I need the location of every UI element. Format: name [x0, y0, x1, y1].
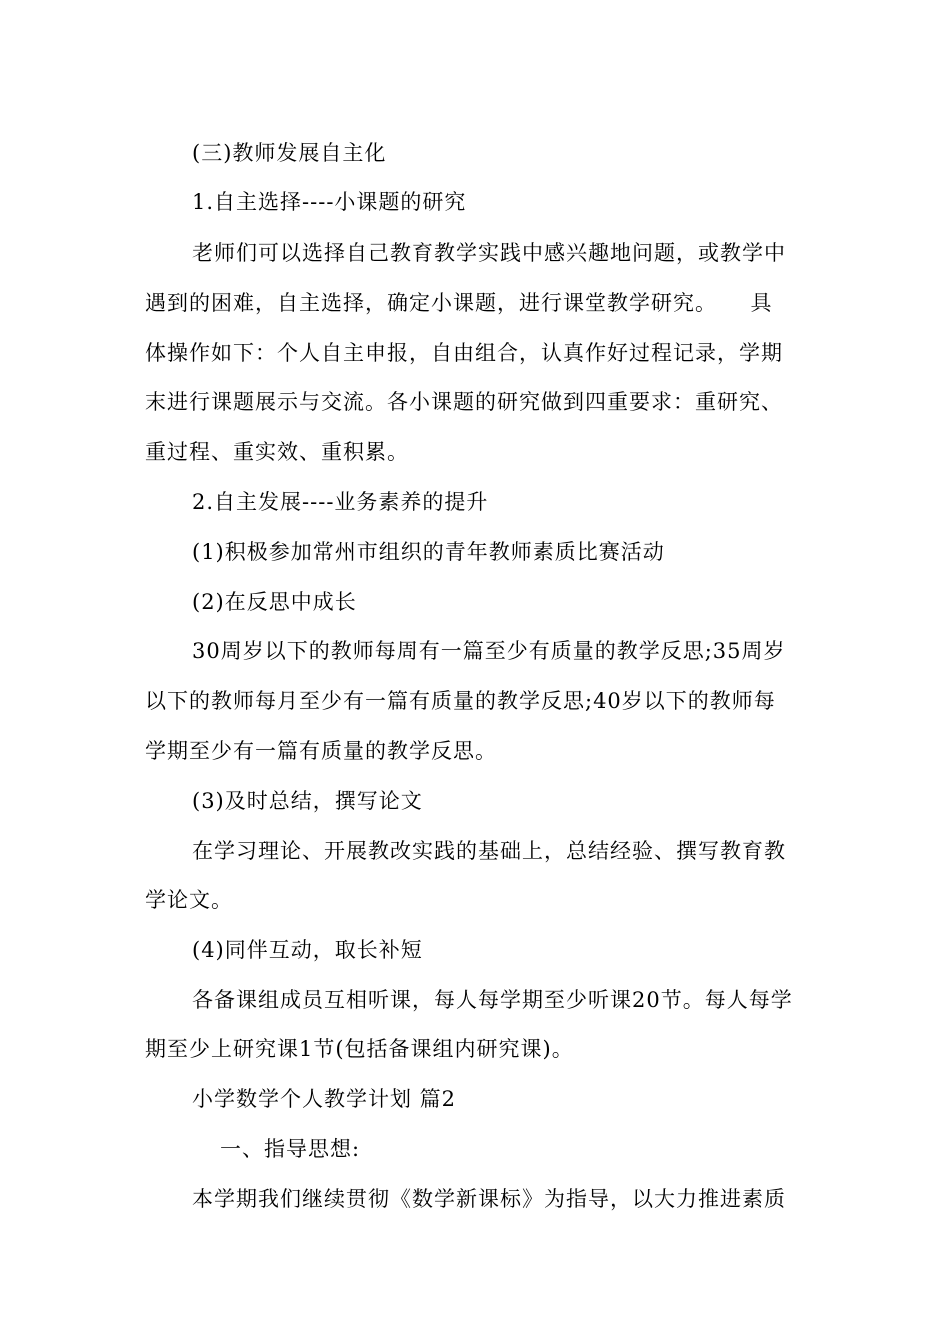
section-heading-3: (三)教师发展自主化 — [192, 141, 387, 165]
item-3: (3)及时总结，撰写论文 — [192, 789, 423, 813]
paragraph-4-line-2: 期至少上研究课1节(包括备课组内研究课)。 — [145, 1037, 574, 1061]
paragraph-1-line-4: 末进行课题展示与交流。各小课题的研究做到四重要求：重研究、 — [145, 390, 783, 414]
paragraph-3-line-2: 学论文。 — [145, 888, 233, 912]
item-1: (1)积极参加常州市组织的青年教师素质比赛活动 — [192, 540, 665, 564]
guiding-thought-heading: 一、指导思想: — [220, 1137, 361, 1161]
paragraph-5-line-1: 本学期我们继续贯彻《数学新课标》为指导，以大力推进素质 — [192, 1187, 786, 1211]
paragraph-1-line-5: 重过程、重实效、重积累。 — [145, 440, 409, 464]
paragraph-1-line-3: 体操作如下：个人自主申报，自由组合，认真作好过程记录，学期 — [145, 341, 783, 365]
paragraph-3-line-1: 在学习理论、开展教改实践的基础上，总结经验、撰写教育教 — [192, 839, 786, 863]
paragraph-1-line-1: 老师们可以选择自己教育教学实践中感兴趣地问题，或教学中 — [192, 241, 786, 265]
subheading-2: 2.自主发展----业务素养的提升 — [192, 490, 489, 514]
plan-title: 小学数学个人教学计划 篇2 — [192, 1087, 457, 1111]
subheading-1: 1.自主选择----小课题的研究 — [192, 190, 467, 214]
paragraph-2-line-2: 以下的教师每月至少有一篇有质量的教学反思;40岁以下的教师每 — [145, 689, 776, 713]
paragraph-1-line-2: 遇到的困难，自主选择，确定小课题，进行课堂教学研究。 具 — [145, 291, 773, 315]
paragraph-2-line-3: 学期至少有一篇有质量的教学反思。 — [145, 739, 497, 763]
item-2: (2)在反思中成长 — [192, 590, 357, 614]
item-4: (4)同伴互动，取长补短 — [192, 938, 423, 962]
paragraph-4-line-1: 各备课组成员互相听课，每人每学期至少听课20节。每人每学 — [192, 988, 793, 1012]
paragraph-2-line-1: 30周岁以下的教师每周有一篇至少有质量的教学反思;35周岁 — [192, 639, 786, 663]
